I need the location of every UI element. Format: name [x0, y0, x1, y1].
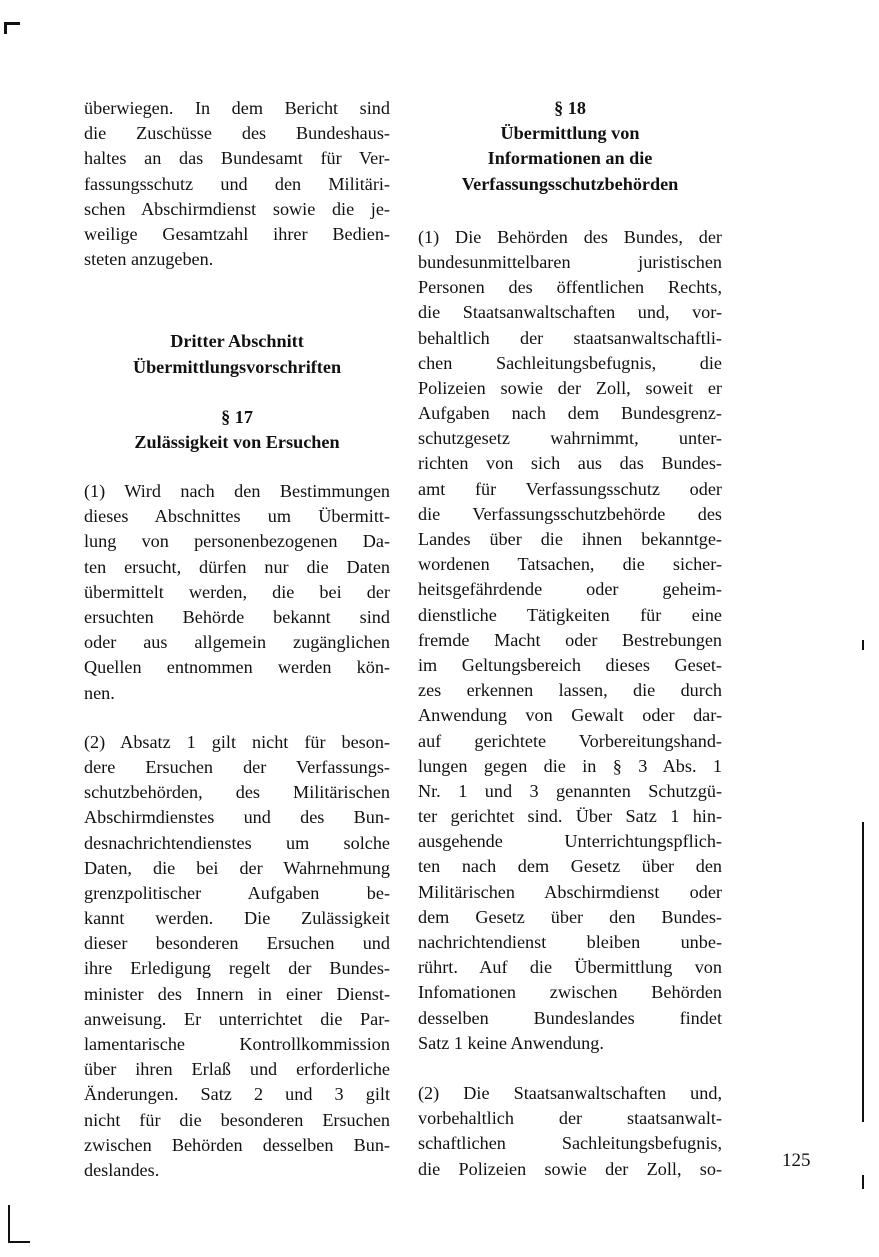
text-line: Nr. 1 und 3 genannten Schutzgü-: [418, 780, 722, 801]
text-line: Personen des öffentlichen Rechts,: [418, 277, 722, 298]
text-line: Anwendung von Gewalt oder dar-: [418, 705, 722, 726]
text-line: ihre Erledigung regelt der Bundes-: [84, 958, 390, 979]
text-line: Landes über die ihnen bekanntge-: [418, 529, 722, 549]
text-line: Infomationen zwischen Behörden: [418, 982, 722, 1003]
text-line: anweisung. Er unterrichtet die Par-: [84, 1008, 390, 1029]
text-line: (2) Die Staatsanwaltschaften und,: [418, 1082, 722, 1103]
text-line: Militärischen Abschirmdienst oder: [418, 881, 722, 902]
text-line: desselben Bundeslandes findet: [418, 1007, 722, 1028]
text-line: Satz 1 keine Anwendung.: [418, 1032, 604, 1053]
text-line: weilige Gesamtzahl ihrer Bedien-: [84, 223, 390, 244]
crop-mark-bottom-left-v: [8, 1205, 10, 1243]
paragraph-title: Informationen an die: [487, 148, 653, 169]
text-line: schutzgesetz wahrnimmt, unter-: [418, 428, 722, 449]
text-line: nen.: [84, 682, 115, 703]
paragraph-number: § 17: [221, 406, 253, 427]
text-line: haltes an das Bundesamt für Ver-: [84, 148, 390, 169]
text-line: (1) Die Behörden des Bundes, der: [418, 226, 722, 247]
text-line: rührt. Auf die Übermittlung von: [418, 957, 722, 978]
text-line: nicht für die besonderen Ersuchen: [84, 1109, 390, 1130]
section-subtitle: Übermittlungsvorschriften: [132, 356, 342, 377]
scan-dot-right-low: [862, 1175, 864, 1189]
text-line: grenzpolitischer Aufgaben be-: [84, 882, 390, 903]
text-line: schaftlichen Sachleitungsbefugnis,: [418, 1133, 722, 1154]
text-line: oder aus allgemein zugänglichen: [84, 632, 390, 653]
text-line: zes erkennen lassen, die durch: [418, 680, 722, 701]
text-line: ersuchten Behörde bekannt sind: [84, 607, 390, 627]
text-line: behaltlich der staatsanwaltschaftli-: [418, 327, 722, 348]
text-line: Quellen entnommen werden kön-: [84, 657, 390, 678]
text-line: dem Gesetz über den Bundes-: [418, 906, 722, 927]
left-column: [84, 96, 390, 1183]
text-line: Daten, die bei der Wahrnehmung: [84, 857, 390, 878]
text-line: lamentarische Kontrollkommission: [84, 1034, 390, 1054]
text-line: fremde Macht oder Bestrebungen: [418, 629, 722, 650]
right-column: [418, 96, 722, 1182]
text-line: dere Ersuchen der Verfassungs-: [84, 756, 390, 777]
text-line: kannt werden. Die Zulässigkeit: [84, 908, 390, 929]
paragraph-heading-17: [84, 405, 390, 455]
text-line: vorbehaltlich der staatsanwalt-: [418, 1108, 722, 1129]
text-line: über ihren Erlaß und erforderliche: [84, 1059, 390, 1080]
text-line: Abschirmdienstes und des Bun-: [84, 807, 390, 828]
paragraph-heading-18: [418, 96, 722, 197]
paragraph-17-1: [84, 479, 390, 706]
crop-mark-top-left-v: [4, 22, 7, 34]
page-number: 125: [782, 1150, 811, 1171]
text-line: die Staatsanwaltschaften und, vor-: [418, 302, 722, 323]
text-line: zwischen Behörden desselben Bun-: [84, 1134, 390, 1155]
text-line: die Zuschüsse des Bundeshaus-: [84, 123, 390, 144]
section-title: Dritter Abschnitt: [170, 331, 304, 352]
text-line: amt für Verfassungsschutz oder: [418, 478, 722, 499]
paragraph-title: Übermittlung von: [500, 123, 640, 144]
text-line: bundesunmittelbaren juristischen: [418, 251, 722, 272]
text-line: überwiegen. In dem Bericht sind: [84, 98, 390, 118]
text-line: (1) Wird nach den Bestimmungen: [84, 481, 390, 502]
text-line: richten von sich aus das Bundes-: [418, 453, 722, 474]
text-line: nachrichtendienst bleiben unbe-: [418, 932, 722, 952]
scan-dot-right: [862, 640, 864, 650]
text-line: schutzbehörden, des Militärischen: [84, 782, 390, 803]
scan-edge-line-right: [862, 822, 864, 1122]
text-line: ausgehende Unterrichtungspflich-: [418, 831, 722, 852]
text-line: Polizeien sowie der Zoll, soweit er: [418, 377, 722, 398]
section-heading: [84, 329, 390, 379]
text-line: auf gerichtete Vorbereitungshand-: [418, 730, 722, 751]
text-line: die Verfassungsschutzbehörde des: [418, 503, 722, 524]
text-line: Änderungen. Satz 2 und 3 gilt: [84, 1084, 390, 1105]
intro-paragraph: [84, 96, 390, 272]
text-line: heitsgefährdende oder geheim-: [418, 579, 722, 600]
crop-mark-bottom-left-h: [8, 1241, 30, 1243]
text-line: chen Sachleitungsbefugnis, die: [418, 352, 722, 373]
text-line: Aufgaben nach dem Bundesgrenz-: [418, 403, 722, 424]
text-line: im Geltungsbereich dieses Geset-: [418, 654, 722, 675]
text-line: die Polizeien sowie der Zoll, so-: [418, 1158, 722, 1179]
text-line: steten anzugeben.: [84, 249, 214, 270]
paragraph-18-2: [418, 1081, 722, 1182]
text-line: dienstliche Tätigkeiten für eine: [418, 604, 722, 625]
text-line: (2) Absatz 1 gilt nicht für beson-: [84, 731, 390, 752]
paragraph-18-1: [418, 225, 722, 1056]
text-line: wordenen Tatsachen, die sicher-: [418, 554, 722, 575]
text-line: dieser besonderen Ersuchen und: [84, 933, 390, 954]
text-line: schen Abschirmdienst sowie die je-: [84, 198, 390, 219]
text-line: fassungsschutz und den Militäri-: [84, 173, 390, 194]
paragraph-number: § 18: [554, 98, 586, 118]
text-line: ten ersucht, dürfen nur die Daten: [84, 556, 390, 577]
text-line: lungen gegen die in § 3 Abs. 1: [418, 755, 722, 776]
text-line: lung von personenbezogenen Da-: [84, 531, 390, 552]
text-line: dieses Abschnittes um Übermitt-: [84, 506, 390, 527]
text-line: übermittelt werden, die bei der: [84, 581, 390, 602]
text-line: ten nach dem Gesetz über den: [418, 856, 722, 877]
paragraph-title: Verfassungsschutzbehörden: [461, 173, 679, 194]
text-line: desnachrichtendienstes um solche: [84, 832, 390, 853]
text-line: ter gerichtet sind. Über Satz 1 hin-: [418, 806, 722, 827]
paragraph-title: Zulässigkeit von Ersuchen: [134, 431, 340, 452]
text-line: minister des Innern in einer Dienst-: [84, 983, 390, 1004]
text-line: deslandes.: [84, 1159, 160, 1180]
paragraph-17-2: [84, 730, 390, 1183]
